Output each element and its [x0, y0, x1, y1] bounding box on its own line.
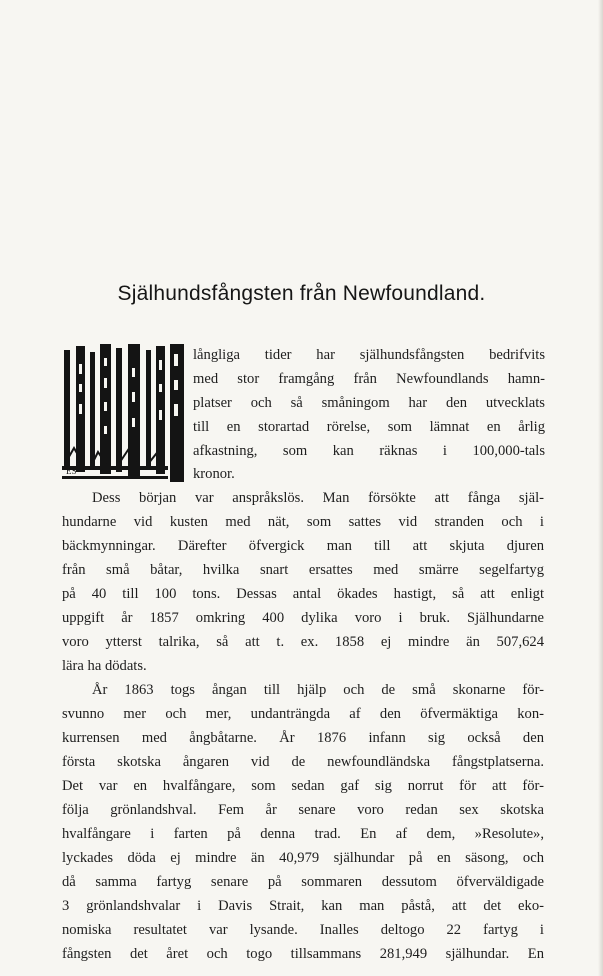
text-line: kronor.	[193, 466, 235, 482]
text-line: nomiska resultatet var lysande. Inalles deltogo 22 fartyg i	[62, 922, 544, 938]
text-line: platser och så småningom har den utvecklats	[193, 395, 545, 411]
text-line: kurrensen med ångbåtarne. År 1876 infann sig också den	[62, 730, 544, 746]
text-line: voro ytterst talrika, så att t. ex. 1858 ej mindre än 507,624	[62, 634, 544, 650]
text-line: afkastning, som kan räknas i 100,000-tals	[193, 443, 545, 459]
text-line: hvalfångare i farten på denna trad. En af dem, »Resolute»,	[62, 826, 544, 842]
drop-cap-initial-illustration	[62, 344, 186, 482]
text-line: lyckades döda ej mindre än 40,979 själhundar på en säsong, och	[62, 850, 544, 866]
text-line: lära ha dödats.	[62, 658, 147, 674]
text-line: bäckmynningar. Därefter öfvergick man till att skjuta djuren	[62, 538, 544, 554]
text-line: 3 grönlandshvalar i Davis Strait, kan man påstå, att det eko-	[62, 898, 544, 914]
text-line: fångsten det året och togo tillsammans 281,949 själhundar. En	[62, 946, 544, 962]
text-line: Dess början var anspråkslös. Man försökte att fånga själ-	[92, 490, 544, 506]
text-line: då samma fartyg senare på sommaren dessutom öfverväldigade	[62, 874, 544, 890]
text-line: på 40 till 100 tons. Dessas antal ökades hastigt, så att enligt	[62, 586, 544, 602]
text-line: Det var en hvalfångare, som sedan gaf sig norrut för att för-	[62, 778, 544, 794]
text-line: långliga tider har själhundsfångsten bedrifvits	[193, 347, 545, 363]
text-line: hundarne vid kusten med nät, som sattes vid stranden och i	[62, 514, 544, 530]
text-line: År 1863 togs ångan till hjälp och de små skonarne för-	[92, 682, 544, 698]
text-line: svunno mer och mer, undanträngda af den öfvermäktiga kon-	[62, 706, 544, 722]
page-title: Själhundsfångsten från Newfoundland.	[117, 282, 486, 305]
page-edge-shadow	[598, 0, 603, 976]
text-line: första skotska ångaren vid de newfoundländska fångstplatserna.	[62, 754, 544, 770]
text-line: från små båtar, hvilka snart ersattes med smärre segelfartyg	[62, 562, 544, 578]
text-line: till en storartad rörelse, som lämnat en årlig	[193, 419, 545, 435]
svg-text:ES: ES	[66, 466, 77, 476]
text-line: med stor framgång från Newfoundlands hamn-	[193, 371, 545, 387]
text-line: följa grönlandshval. Fem år senare voro redan sex skotska	[62, 802, 544, 818]
text-line: uppgift år 1857 omkring 400 dylika voro i bruk. Själhundarne	[62, 610, 544, 626]
